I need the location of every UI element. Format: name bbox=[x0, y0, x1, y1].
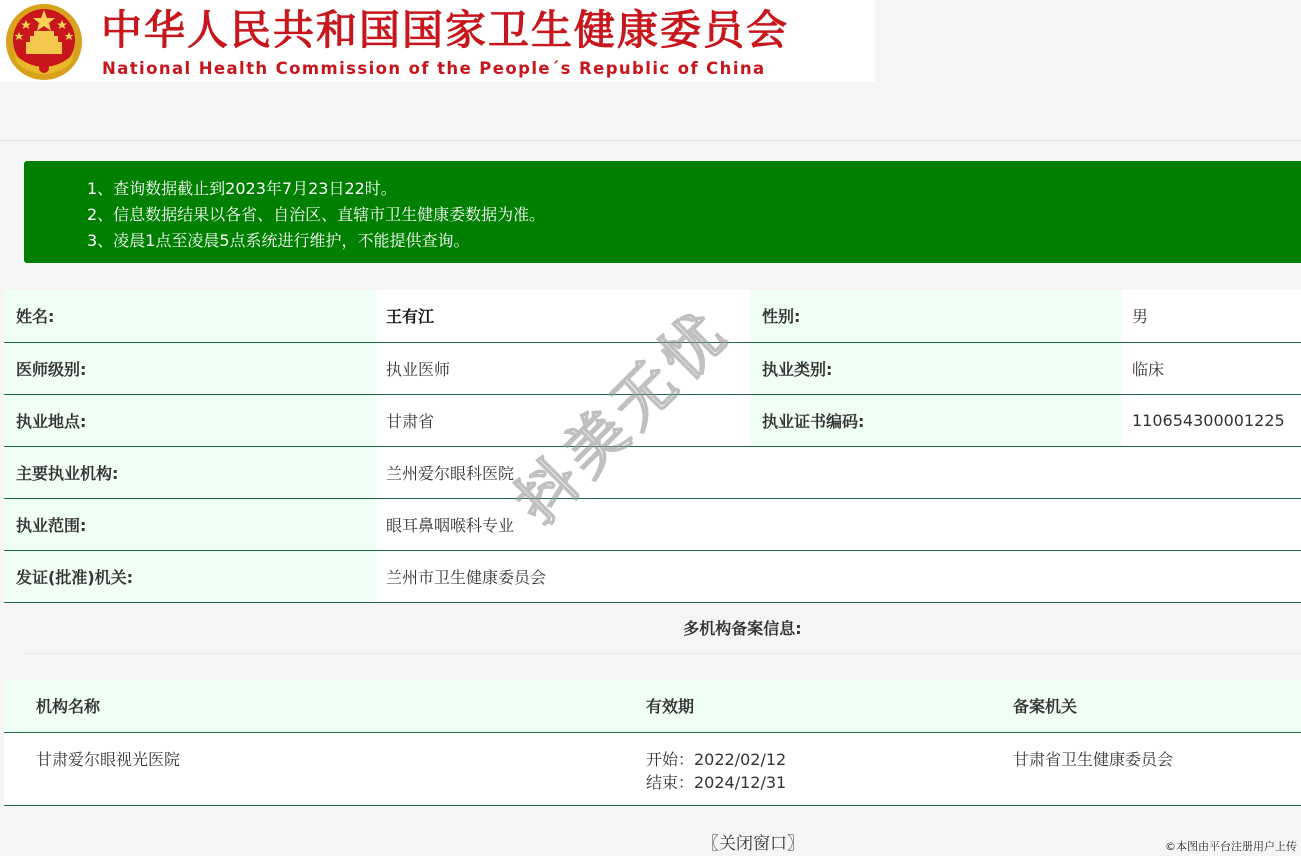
info-row-level bbox=[4, 342, 1301, 394]
scope-value: 眼耳鼻咽喉科专业 bbox=[376, 498, 1301, 550]
info-row-institution bbox=[4, 446, 1301, 498]
category-value: 临床 bbox=[1122, 342, 1301, 394]
multi-institution-table bbox=[4, 680, 1301, 806]
institution-label: 主要执业机构: bbox=[4, 446, 376, 498]
column-header-authority: 备案机关 bbox=[981, 680, 1301, 732]
record-end-date: 结束：2024/12/31 bbox=[646, 772, 787, 792]
header-banner bbox=[0, 0, 875, 82]
info-row-location bbox=[4, 394, 1301, 446]
authority-value: 兰州市卫生健康委员会 bbox=[376, 550, 1301, 602]
record-institution-name: 甘肃爱尔眼视光医院 bbox=[4, 732, 614, 805]
gender-label: 性别: bbox=[750, 290, 1122, 342]
name-label: 姓名: bbox=[4, 290, 376, 342]
header-divider bbox=[0, 140, 1301, 141]
upload-credit: ©本图由平台注册用户上传 bbox=[1165, 840, 1297, 853]
cert-number-value: 110654300001225 bbox=[1122, 394, 1301, 446]
cert-number-label: 执业证书编码: bbox=[750, 394, 1122, 446]
notice-line: 3、凌晨1点至凌晨5点系统进行维护，不能提供查询。 bbox=[87, 231, 470, 250]
section-divider bbox=[24, 653, 1301, 654]
close-window-link[interactable]: 〖关闭窗口〗 bbox=[702, 834, 804, 854]
notice-box bbox=[24, 161, 1301, 263]
authority-label: 发证(批准)机关: bbox=[4, 550, 376, 602]
column-header-institution: 机构名称 bbox=[4, 680, 614, 732]
location-label: 执业地点: bbox=[4, 394, 376, 446]
notice-line: 2、信息数据结果以各省、自治区、直辖市卫生健康委数据为准。 bbox=[87, 205, 546, 224]
info-row-name bbox=[4, 290, 1301, 342]
location-value: 甘肃省 bbox=[376, 394, 750, 446]
national-emblem-icon bbox=[4, 2, 84, 82]
record-start-date: 开始：2022/02/12 bbox=[646, 749, 787, 769]
gender-value: 男 bbox=[1122, 290, 1301, 342]
record-validity bbox=[614, 732, 981, 805]
level-label: 医师级别: bbox=[4, 342, 376, 394]
institution-value: 兰州爱尔眼科医院 bbox=[376, 446, 1301, 498]
record-authority: 甘肃省卫生健康委员会 bbox=[981, 732, 1301, 805]
info-row-authority bbox=[4, 550, 1301, 602]
site-title-cn: 中华人民共和国国家卫生健康委员会 bbox=[101, 6, 789, 54]
site-title-en: National Health Commission of the People´s Republic of China bbox=[102, 59, 766, 78]
notice-line: 1、查询数据截止到2023年7月23日22时。 bbox=[87, 179, 397, 198]
table-row bbox=[4, 732, 1301, 805]
table-header-row bbox=[4, 680, 1301, 732]
name-value: 王有江 bbox=[376, 290, 750, 342]
multi-institution-title: 多机构备案信息: bbox=[683, 619, 802, 638]
column-header-validity: 有效期 bbox=[614, 680, 981, 732]
info-row-scope bbox=[4, 498, 1301, 550]
category-label: 执业类别: bbox=[750, 342, 1122, 394]
level-value: 执业医师 bbox=[376, 342, 750, 394]
scope-label: 执业范围: bbox=[4, 498, 376, 550]
physician-info-table bbox=[4, 290, 1301, 603]
